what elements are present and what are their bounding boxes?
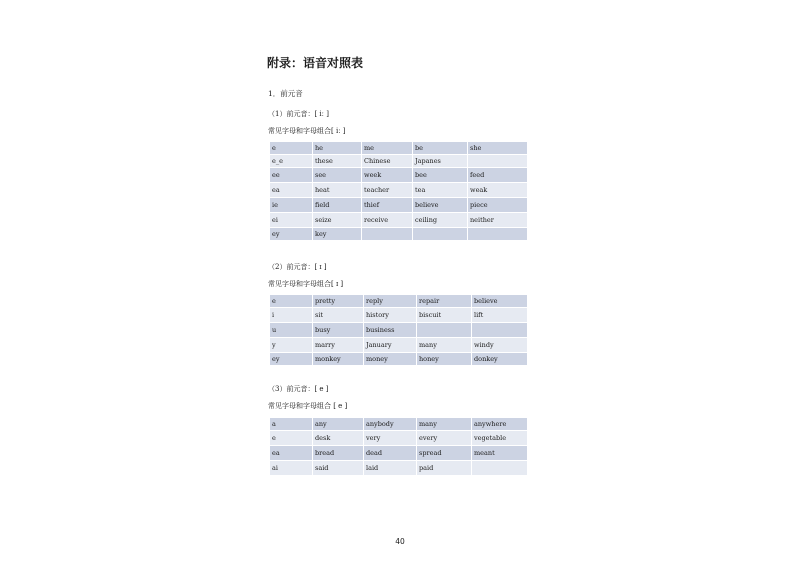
- example-word-cell: laid: [364, 461, 417, 476]
- table-row: [270, 418, 528, 431]
- example-word-cell: business: [364, 323, 417, 338]
- spelling-cell: u: [270, 323, 313, 338]
- example-word-cell: teacher: [362, 183, 413, 198]
- spelling-cell: e: [270, 431, 313, 446]
- spelling-cell: y: [270, 338, 313, 353]
- example-word-cell: pretty: [313, 295, 364, 308]
- spelling-cell: ea: [270, 446, 313, 461]
- page-number: 40: [395, 537, 405, 546]
- example-word-cell: marry: [313, 338, 364, 353]
- group-2-table: [270, 295, 528, 366]
- example-word-cell: she: [468, 142, 528, 155]
- page-title: 附录：语音对照表: [267, 56, 364, 70]
- example-word-cell: busy: [313, 323, 364, 338]
- spelling-cell: e: [270, 295, 313, 308]
- example-word-cell: many: [417, 338, 472, 353]
- example-word-cell: biscuit: [417, 308, 472, 323]
- example-word-cell: repair: [417, 295, 472, 308]
- table-row: [270, 461, 528, 476]
- spelling-cell: ee: [270, 168, 313, 183]
- example-word-cell: windy: [472, 338, 528, 353]
- example-word-cell: ceiling: [413, 213, 468, 228]
- group-3-subtitle: （3）前元音：[ e ]: [268, 385, 329, 393]
- example-word-cell: donkey: [472, 353, 528, 366]
- example-word-cell: any: [313, 418, 364, 431]
- table-row: [270, 213, 528, 228]
- example-word-cell: many: [417, 418, 472, 431]
- spelling-cell: e_e: [270, 155, 313, 168]
- table-row: [270, 353, 528, 366]
- example-word-cell: piece: [468, 198, 528, 213]
- table-row: [270, 198, 528, 213]
- example-word-cell: Chinese: [362, 155, 413, 168]
- spelling-cell: ie: [270, 198, 313, 213]
- group-1-table: [270, 142, 528, 241]
- example-word-cell: weak: [468, 183, 528, 198]
- example-word-cell: me: [362, 142, 413, 155]
- table-row: [270, 183, 528, 198]
- spelling-cell: ey: [270, 228, 313, 241]
- table-row: [270, 446, 528, 461]
- spelling-cell: ey: [270, 353, 313, 366]
- example-word-cell: bread: [313, 446, 364, 461]
- spelling-cell: ai: [270, 461, 313, 476]
- example-word-cell: honey: [417, 353, 472, 366]
- group-3-caption: 常见字母和字母组合 [ e ]: [268, 402, 348, 410]
- example-word-cell: tea: [413, 183, 468, 198]
- example-word-cell: anywhere: [472, 418, 528, 431]
- example-word-cell: lift: [472, 308, 528, 323]
- example-word-cell: money: [364, 353, 417, 366]
- example-word-cell: meant: [472, 446, 528, 461]
- group-2-caption: 常见字母和字母组合[ ɪ ]: [268, 280, 344, 288]
- example-word-cell: January: [364, 338, 417, 353]
- example-word-cell: believe: [472, 295, 528, 308]
- example-word-cell: see: [313, 168, 362, 183]
- example-word-cell: [417, 323, 472, 338]
- table-row: [270, 323, 528, 338]
- group-1-caption: 常见字母和字母组合[ iː ]: [268, 127, 346, 135]
- example-word-cell: vegetable: [472, 431, 528, 446]
- example-word-cell: desk: [313, 431, 364, 446]
- example-word-cell: week: [362, 168, 413, 183]
- example-word-cell: believe: [413, 198, 468, 213]
- table-row: [270, 142, 528, 155]
- example-word-cell: [468, 155, 528, 168]
- example-word-cell: every: [417, 431, 472, 446]
- group-3-table: [270, 418, 528, 476]
- example-word-cell: spread: [417, 446, 472, 461]
- example-word-cell: heat: [313, 183, 362, 198]
- table-row: [270, 295, 528, 308]
- example-word-cell: [362, 228, 413, 241]
- example-word-cell: history: [364, 308, 417, 323]
- example-word-cell: monkey: [313, 353, 364, 366]
- example-word-cell: [472, 461, 528, 476]
- example-word-cell: he: [313, 142, 362, 155]
- section-heading: 1．前元音: [268, 89, 303, 98]
- example-word-cell: [413, 228, 468, 241]
- table-row: [270, 155, 528, 168]
- example-word-cell: these: [313, 155, 362, 168]
- group-1-subtitle: （1）前元音：[ iː ]: [268, 110, 329, 118]
- example-word-cell: bee: [413, 168, 468, 183]
- example-word-cell: thief: [362, 198, 413, 213]
- spelling-cell: e: [270, 142, 313, 155]
- example-word-cell: sit: [313, 308, 364, 323]
- group-2-subtitle: （2）前元音：[ ɪ ]: [268, 263, 327, 271]
- example-word-cell: seize: [313, 213, 362, 228]
- example-word-cell: be: [413, 142, 468, 155]
- example-word-cell: anybody: [364, 418, 417, 431]
- example-word-cell: Japanes: [413, 155, 468, 168]
- spelling-cell: ei: [270, 213, 313, 228]
- table-row: [270, 168, 528, 183]
- spelling-cell: i: [270, 308, 313, 323]
- example-word-cell: receive: [362, 213, 413, 228]
- table-row: [270, 338, 528, 353]
- example-word-cell: neither: [468, 213, 528, 228]
- example-word-cell: key: [313, 228, 362, 241]
- example-word-cell: [468, 228, 528, 241]
- example-word-cell: paid: [417, 461, 472, 476]
- table-row: [270, 308, 528, 323]
- example-word-cell: [472, 323, 528, 338]
- example-word-cell: reply: [364, 295, 417, 308]
- spelling-cell: ea: [270, 183, 313, 198]
- example-word-cell: very: [364, 431, 417, 446]
- example-word-cell: said: [313, 461, 364, 476]
- example-word-cell: feed: [468, 168, 528, 183]
- example-word-cell: dead: [364, 446, 417, 461]
- table-row: [270, 228, 528, 241]
- example-word-cell: field: [313, 198, 362, 213]
- table-row: [270, 431, 528, 446]
- spelling-cell: a: [270, 418, 313, 431]
